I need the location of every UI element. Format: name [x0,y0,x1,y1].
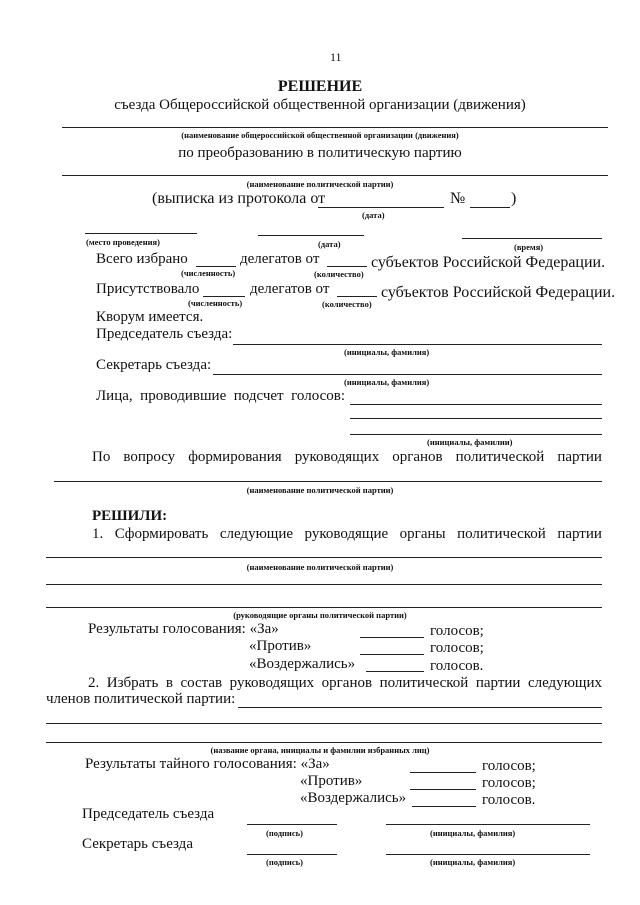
question-word: органов [392,449,443,465]
item1-word: 1. [92,526,104,542]
counters-line-3[interactable] [350,434,602,435]
hint-initials-4: (инициалы, фамилия) [430,828,516,838]
present-subjects-text: субъектов Российской Федерации. [381,284,616,301]
elected-delegates-from: делегатов от [240,251,320,267]
document-title: РЕШЕНИЕ [277,78,363,95]
bodies-line-2[interactable] [46,607,602,608]
hint-signature-2: (подпись) [266,857,303,867]
hint-party-name-2: (наименование политической партии) [246,485,394,495]
party-name-line-2[interactable] [54,481,602,482]
item2-word: Избрать [106,675,159,691]
sign-secretary-label: Секретарь съезда [82,836,193,852]
secret-vote-for-line[interactable] [410,772,476,773]
party-name-line-1[interactable] [62,175,608,176]
sign-chairman-label: Председатель съезда [82,806,215,822]
hint-initials-1: (инициалы, фамилия) [344,347,430,357]
hint-qty-2: (количество) [322,299,372,309]
vote-for-line[interactable] [360,637,424,638]
vote-abstained-line[interactable] [366,671,424,672]
extract-label: (выписка из протокола от [152,190,326,207]
hint-initials-3: (инициалы, фамилии) [427,437,513,447]
org-name-line[interactable] [62,127,608,128]
item2-word: в [165,675,173,691]
secret-vote-for-unit: голосов; [482,758,536,774]
members-line-2[interactable] [46,723,602,724]
question-word: формирования [188,449,282,465]
item1-word: партии [557,526,602,542]
item2-word: органов [321,675,373,691]
chairman-label: Председатель съезда: [96,326,233,342]
secretary-label: Секретарь съезда: [96,357,212,373]
document-subtitle: съезда Общероссийской общественной организации (движения) [114,97,526,113]
present-count-line[interactable] [203,296,245,297]
hint-body-names: (название органа, инициалы и фамилии избранных лиц) [210,745,430,755]
quorum-text: Кворум имеется. [96,309,204,325]
hint-date-2: (дата) [318,239,341,249]
vote-for-unit: голосов; [430,623,484,639]
chairman-line[interactable] [233,344,602,345]
question-word: политической [455,449,545,465]
party-name-line-3[interactable] [46,557,602,558]
counters-label [96,387,345,405]
secretary-line[interactable] [213,374,602,375]
elected-label: Всего избрано [96,251,188,267]
item2-word: 2. [88,675,100,691]
question-word: вопросу [123,449,176,465]
hint-initials-2: (инициалы, фамилия) [344,377,430,387]
counters-word: Лица, [96,388,133,404]
vote-against-label: «Против» [249,638,312,654]
members-line-3[interactable] [46,742,602,743]
date-line[interactable] [258,235,364,236]
time-line[interactable] [462,238,602,239]
counters-word: голосов: [291,388,345,404]
vote-abstained-label: «Воздержались» [249,656,356,672]
secret-vote-label: Результаты тайного голосования: «За» [85,756,330,772]
hint-signature-1: (подпись) [266,828,303,838]
secret-vote-against-label: «Против» [300,773,363,789]
counters-word: подсчет [233,388,284,404]
item1-word: политической [457,526,546,542]
counters-word: проводившие [140,388,227,404]
secretary-signature-line[interactable] [247,854,337,855]
question-word: руководящих [294,449,380,465]
question-word: партии [557,449,602,465]
protocol-number-line[interactable] [470,207,510,208]
item1-text [92,525,602,543]
item2-line2: членов политической партии: [46,691,236,707]
vote-against-line[interactable] [360,654,424,655]
secret-vote-abstained-unit: голосов. [482,792,536,808]
hint-count-1: (численность) [181,268,236,278]
counters-line-2[interactable] [350,418,602,419]
question-text [92,448,602,466]
item1-word: следующие [219,526,294,542]
elected-count-line[interactable] [196,266,236,267]
protocol-date-line[interactable] [318,207,444,208]
hint-org-name: (наименование общероссийской общественной организации (движения) [181,130,459,140]
hint-date-1: (дата) [362,210,385,220]
resolved-heading: РЕШИЛИ: [92,508,168,524]
present-label: Присутствовало [96,281,200,297]
hint-count-2: (численность) [188,298,243,308]
purpose-text: по преобразованию в политическую партию [178,145,462,161]
hint-qty-1: (количество) [314,269,364,279]
vote-label: Результаты голосования: «За» [88,621,279,637]
item1-word: руководящие [304,526,389,542]
hint-initials-5: (инициалы, фамилия) [430,857,516,867]
item1-word: органы [399,526,446,542]
secretary-initials-line[interactable] [386,854,590,855]
number-sign: № [450,190,466,207]
present-delegates-from: делегатов от [250,281,330,297]
bodies-line-1[interactable] [46,584,602,585]
elected-subjects-line[interactable] [327,266,367,267]
close-paren: ) [511,190,517,207]
hint-place: (место проведения) [86,237,160,247]
secret-vote-against-line[interactable] [410,789,476,790]
hint-bodies: (руководящие органы политической партии) [233,610,407,620]
hint-party-name-1: (наименование политической партии) [246,179,394,189]
secret-vote-against-unit: голосов; [482,775,536,791]
secret-vote-abstained-line[interactable] [412,806,476,807]
vote-abstained-unit: голосов. [430,658,484,674]
vote-against-unit: голосов; [430,640,484,656]
secret-vote-abstained-label: «Воздержались» [300,790,407,806]
page-number: 11 [330,50,342,64]
place-line[interactable] [85,233,197,234]
chairman-signature-line[interactable] [247,824,337,825]
counters-line-1[interactable] [350,404,602,405]
item2-word: следующих [527,675,602,691]
members-line-1[interactable] [238,707,602,708]
chairman-initials-line[interactable] [386,824,590,825]
elected-subjects-text: субъектов Российской Федерации. [371,254,606,271]
item2-word: партии [475,675,521,691]
item2-word: политической [379,675,469,691]
item1-word: Сформировать [114,526,209,542]
hint-party-name-3: (наименование политической партии) [246,562,394,572]
item2-word: руководящих [229,675,315,691]
item2-word: состав [180,675,223,691]
present-subjects-line[interactable] [337,296,377,297]
question-word: По [92,449,111,465]
hint-time: (время) [514,242,544,252]
